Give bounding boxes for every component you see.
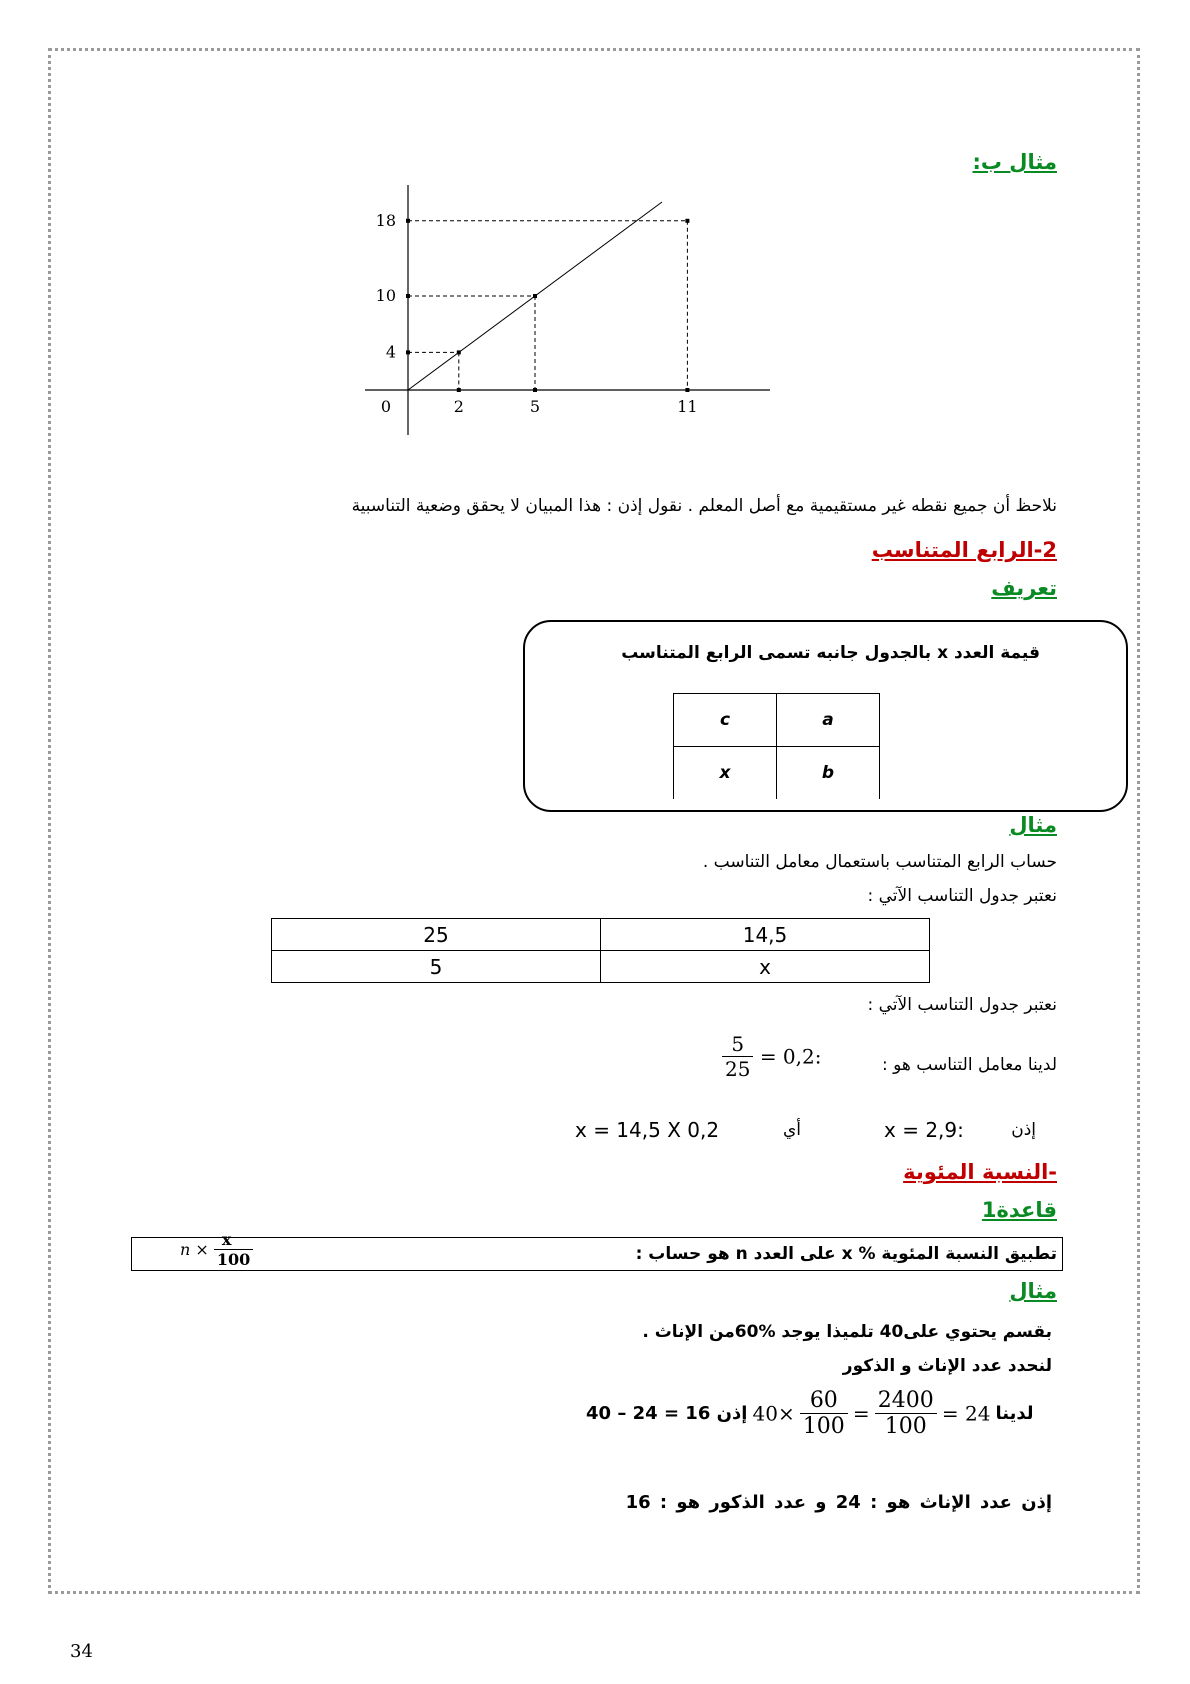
- equals-sign: =: [852, 1401, 870, 1426]
- example2-line1: بقسم يحتوي على40 تلميذا يوجد %60من الإناث .: [642, 1322, 1052, 1342]
- y-tick-label: 4: [385, 342, 396, 362]
- rule1-text: تطبيق النسبة المئوية % x على العدد n هو حساب :: [635, 1244, 1057, 1264]
- example2-frac2-den: 100: [884, 1414, 927, 1439]
- example1-line3: نعتبر جدول التناسب الآتي :: [867, 995, 1057, 1015]
- rule1-formula-n: n ×: [180, 1240, 209, 1259]
- definition-cell: x: [674, 747, 777, 800]
- x-tick-label: 11: [677, 397, 698, 416]
- proportion-cell: 25: [272, 919, 601, 951]
- rule1-title: قاعدة1: [981, 1198, 1057, 1222]
- x-tick-label: 0: [380, 397, 392, 416]
- example2-calc-24: = 24: [941, 1401, 991, 1426]
- proportion-table: [271, 918, 930, 983]
- example2-frac2-num: 2400: [875, 1388, 937, 1414]
- y-tick-label: 18: [375, 210, 396, 230]
- section2-title: 2-الرابع المتناسب: [871, 538, 1057, 562]
- definition-text: قيمة العدد x بالجدول جانبه تسمى الرابع المتناسب: [621, 643, 1040, 663]
- example1-line1: حساب الرابع المتناسب باستعمال معامل التناسب .: [702, 852, 1057, 872]
- x-tick-mark: [533, 388, 537, 392]
- proportion-cell: 14,5: [601, 919, 930, 951]
- proportion-cell: x: [601, 951, 930, 983]
- proportion-cell: 5: [272, 951, 601, 983]
- coefficient-label: لدينا معامل التناسب هو :: [882, 1055, 1057, 1075]
- definition-cell: b: [777, 747, 880, 800]
- example-b-title: مثال ب:: [972, 150, 1057, 174]
- example2-calculation: [586, 1388, 1034, 1439]
- y-tick-label: 10: [375, 286, 396, 305]
- x-tick-mark: [685, 388, 689, 392]
- example2-title: مثال: [1009, 1279, 1057, 1303]
- page-number: 34: [70, 1641, 93, 1662]
- example2-frac1-den: 100: [802, 1414, 845, 1439]
- y-tick-mark: [406, 219, 410, 223]
- example2-frac1-num: 60: [800, 1388, 848, 1414]
- x-tick-mark: [457, 388, 461, 392]
- x-tick-label: 5: [529, 397, 541, 416]
- or-label: أي: [783, 1120, 802, 1140]
- coefficient-formula: [722, 1032, 821, 1081]
- example2-calc-40: 40×: [752, 1401, 795, 1426]
- y-tick-mark: [406, 294, 410, 298]
- example2-result: إذن عدد الإناث هو : 24 و عدد الذكور هو : 16: [625, 1492, 1052, 1513]
- definition-cell: c: [674, 694, 777, 747]
- definition-title: تعريف: [991, 576, 1057, 600]
- proportionality-graph: [360, 180, 780, 480]
- example2-calc-label: لدينا: [995, 1403, 1034, 1424]
- x-tick-label: 2: [453, 397, 464, 416]
- observation-text: نلاحظ أن جميع نقطه غير مستقيمية مع أصل المعلم . نقول إذن : هذا المبيان لا يحقق وضعية التناسبية: [351, 496, 1057, 516]
- definition-table: [673, 693, 880, 799]
- example2-line2: لنحدد عدد الإناث و الذكور: [842, 1356, 1052, 1376]
- example1-title: مثال: [1009, 813, 1057, 837]
- rule1-numerator: x: [214, 1230, 253, 1250]
- y-tick-mark: [406, 350, 410, 354]
- coefficient-denominator: 25: [725, 1057, 751, 1081]
- percent-title: -النسبة المئوية: [903, 1160, 1057, 1184]
- coefficient-numerator: 5: [722, 1032, 753, 1057]
- data-point: [685, 219, 689, 223]
- or-formula: x = 14,5 X 0,2: [575, 1118, 720, 1142]
- rule1-denominator: 100: [216, 1250, 251, 1269]
- example2-calc-then: إذن 16 = 24 – 40: [586, 1403, 748, 1424]
- rule1-formula: [180, 1230, 253, 1269]
- example1-line2: نعتبر جدول التناسب الآتي :: [867, 886, 1057, 906]
- definition-cell: a: [777, 694, 880, 747]
- coefficient-result: = 0,2:: [759, 1044, 822, 1069]
- then-label: إذن: [1011, 1120, 1036, 1140]
- then-result: :2,9 = x: [884, 1118, 964, 1142]
